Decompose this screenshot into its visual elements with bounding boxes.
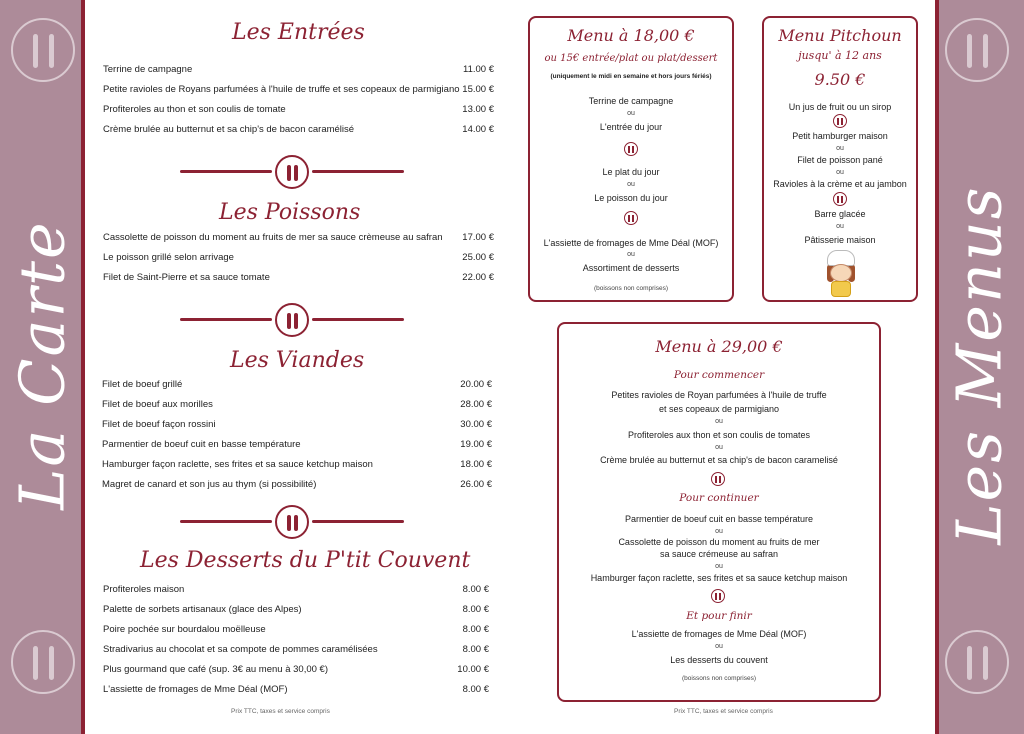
or-label: ou [715, 418, 723, 425]
menu-item-price: 19.00 € [460, 439, 492, 450]
menu-29-section-start: Pour commencer [673, 369, 765, 381]
pitchoun-main-1: Petit hamburger maison [792, 131, 888, 141]
menu-item-price: 25.00 € [462, 252, 494, 263]
menu-29-main-1: Parmentier de boeuf cuit en basse température [624, 514, 814, 524]
viandes-title: Les Viandes [230, 348, 365, 373]
cutlery-icon [275, 155, 309, 189]
menu-18-starter-1: Terrine de campagne [588, 96, 674, 106]
menu-item-name: Magret de canard et son jus au thym (si possibilité) [102, 479, 317, 490]
menu-18-title: Menu à 18,00 € [567, 26, 695, 45]
menu-29-dessert-2: Les desserts du couvent [670, 655, 768, 665]
cutlery-icon [275, 505, 309, 539]
pitchoun-drink: Un jus de fruit ou un sirop [788, 102, 892, 112]
menu-29-section-continue: Pour continuer [679, 492, 759, 504]
or-label: ou [836, 169, 844, 176]
menu-18-dessert-1: L'assiette de fromages de Mme Déal (MOF) [543, 238, 719, 248]
menu-18-dessert-2: Assortiment de desserts [582, 263, 680, 273]
menu-29-main-2: Cassolette de poisson du moment au fruits de mer [618, 537, 820, 547]
menu-item-name: Cassolette de poisson du moment au fruits de mer sa sauce crèmeuse au safran [103, 232, 443, 243]
or-label: ou [627, 251, 635, 258]
menu-29-section-finish: Et pour finir [686, 610, 752, 622]
menu-item-price: 8.00 € [462, 684, 489, 695]
menu-29-starter-1: Petites ravioles de Royan parfumées à l'huile de truffe [611, 390, 827, 400]
menu-item-price: 26.00 € [460, 479, 492, 490]
pitchoun-main-3: Ravioles à la crème et au jambon [773, 179, 907, 189]
menu-item-price: 22.00 € [462, 272, 494, 283]
menu-item-price: 14.00 € [462, 124, 494, 135]
poissons-title: Les Poissons [219, 200, 361, 225]
menu-item-name: Palette de sorbets artisanaux (glace des Alpes) [103, 604, 302, 615]
menu-item-price: 8.00 € [462, 644, 489, 655]
menu-item-price: 20.00 € [460, 379, 492, 390]
entrees-title: Les Entrées [232, 20, 365, 45]
menu-item-name: Stradivarius au chocolat et sa compote de pommes caramélisées [103, 644, 378, 655]
menu-item-name: Profiteroles au thon et son coulis de tomate [103, 104, 286, 115]
or-label: ou [627, 181, 635, 188]
menu-item-name: Le poisson grillé selon arrivage [103, 252, 234, 263]
menu-29-starter-3: Crème brulée au butternut et sa chip's de bacon caramelisé [600, 455, 838, 465]
cutlery-icon [833, 114, 847, 128]
cutlery-icon [624, 211, 638, 225]
section-divider [180, 303, 404, 337]
cutlery-icon [275, 303, 309, 337]
cutlery-emblem-icon [11, 18, 75, 82]
menu-18-subtitle: ou 15€ entrée/plat ou plat/dessert [544, 53, 718, 64]
menu-18-starter-2: L'entrée du jour [599, 122, 663, 132]
pitchoun-main-2: Filet de poisson pané [797, 155, 883, 165]
section-divider [180, 155, 404, 189]
chef-illustration [819, 250, 863, 300]
menu-item-name: Hamburger façon raclette, ses frites et sa sauce ketchup maison [102, 459, 373, 470]
menu-item-name: Filet de boeuf aux morilles [102, 399, 213, 410]
menu-item-name: Filet de boeuf grillé [102, 379, 183, 390]
menu-item-price: 8.00 € [462, 604, 489, 615]
cutlery-icon [624, 142, 638, 156]
menu-item-price: 30.00 € [460, 419, 492, 430]
cutlery-icon [711, 589, 725, 603]
menu-pitchoun-title: Menu Pitchoun [778, 26, 902, 45]
menu-29-starter-1b: et ses copeaux de parmigiano [658, 404, 780, 414]
cutlery-icon [833, 192, 847, 206]
or-label: ou [836, 145, 844, 152]
menu-item-name: Parmentier de boeuf cuit en basse température [102, 439, 301, 450]
price-footer-left: Prix TTC, taxes et service compris [231, 708, 330, 715]
menu-pitchoun-price: 9.50 € [814, 70, 866, 89]
menu-29-main-3: Hamburger façon raclette, ses frites et sa sauce ketchup maison [590, 573, 848, 583]
menu-18-main-2: Le poisson du jour [594, 193, 668, 203]
cutlery-emblem-icon [945, 18, 1009, 82]
menu-29-title: Menu à 29,00 € [655, 337, 783, 356]
or-label: ou [715, 528, 723, 535]
menu-item-name: Poire pochée sur bourdalou moëlleuse [103, 624, 266, 635]
cutlery-icon [711, 472, 725, 486]
la-carte-title: La Carte [5, 220, 79, 510]
menu-item-price: 28.00 € [460, 399, 492, 410]
menu-item-name: Profiteroles maison [103, 584, 185, 595]
menu-item-name: Filet de boeuf façon rossini [102, 419, 216, 430]
cutlery-emblem-icon [11, 630, 75, 694]
or-label: ou [715, 563, 723, 570]
or-label: ou [627, 110, 635, 117]
cutlery-emblem-icon [945, 630, 1009, 694]
menu-item-price: 17.00 € [462, 232, 494, 243]
section-divider [180, 505, 404, 539]
pitchoun-dessert-2: Pâtisserie maison [804, 235, 876, 245]
menu-item-price: 11.00 € [463, 64, 494, 75]
menu-18-note: (uniquement le midi en semaine et hors jours fériés) [550, 73, 712, 80]
menu-item-price: 10.00 € [457, 664, 489, 675]
or-label: ou [836, 223, 844, 230]
menu-29-drinks-note: (boissons non comprises) [681, 675, 757, 682]
menu-item-name: Petite ravioles de Royans parfumées à l'huile de truffe et ses copeaux de parmigiano [103, 84, 460, 95]
menu-item-price: 15.00 € [462, 84, 494, 95]
menu-18-drinks-note: (boissons non comprises) [593, 285, 669, 292]
pitchoun-dessert-1: Barre glacée [814, 209, 866, 219]
menu-item-name: Filet de Saint-Pierre et sa sauce tomate [103, 272, 270, 283]
desserts-title: Les Desserts du P'tit Couvent [140, 548, 471, 573]
menu-item-price: 8.00 € [462, 624, 489, 635]
menu-item-price: 8.00 € [462, 584, 489, 595]
les-menus-title: Les Menus [942, 185, 1016, 545]
menu-29-starter-2: Profiteroles aux thon et son coulis de tomates [627, 430, 811, 440]
menu-29-dessert-1: L'assiette de fromages de Mme Déal (MOF) [631, 629, 807, 639]
menu-29-main-2b: sa sauce crémeuse au safran [659, 549, 779, 559]
menu-pitchoun-age: jusqu' à 12 ans [798, 49, 882, 62]
or-label: ou [715, 643, 723, 650]
menu-item-name: Terrine de campagne [103, 64, 193, 75]
menu-18-main-1: Le plat du jour [602, 167, 660, 177]
menu-item-name: Crème brulée au butternut et sa chip's de bacon caramélisé [103, 124, 355, 135]
menu-item-name: Plus gourmand que café (sup. 3€ au menu à 30,00 €) [103, 664, 328, 675]
or-label: ou [715, 444, 723, 451]
price-footer-right: Prix TTC, taxes et service compris [674, 708, 773, 715]
menu-item-name: L'assiette de fromages de Mme Déal (MOF) [103, 684, 288, 695]
menu-item-price: 18.00 € [460, 459, 492, 470]
menu-item-price: 13.00 € [462, 104, 494, 115]
